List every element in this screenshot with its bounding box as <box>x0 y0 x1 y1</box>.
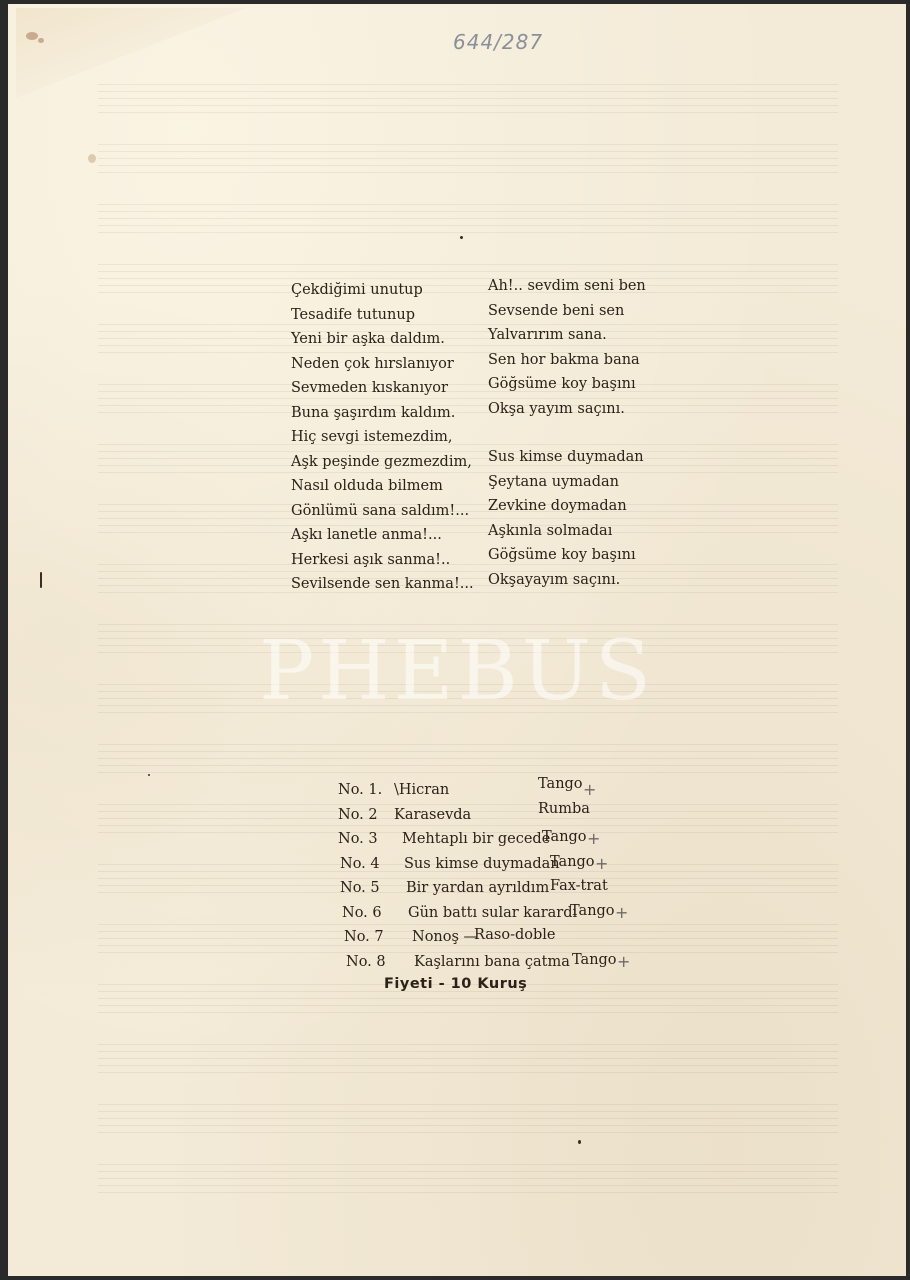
lyric-line: Sus kimse duymadan <box>488 449 644 465</box>
stain-spot <box>88 154 96 163</box>
lyrics-right-column <box>488 274 646 592</box>
phebus-watermark: PHEBUS <box>258 624 656 719</box>
handwritten-tick-mark: + <box>583 780 597 799</box>
song-list-item <box>338 800 658 832</box>
song-title: Karasevda <box>394 806 472 823</box>
lyrics-left-column <box>291 278 474 597</box>
lyric-line: Sen hor bakma bana <box>488 351 640 368</box>
song-title: Kaşlarını bana çatma <box>414 953 570 970</box>
song-title: Gün battı sular karardı <box>408 904 578 921</box>
lyric-line: Herkesi aşık sanma!.. <box>291 551 451 568</box>
lyric-line: Yeni bir aşka daldım. <box>291 331 445 347</box>
lyric-line: Sevsende beni sen <box>488 302 625 319</box>
faint-staff <box>98 1104 838 1136</box>
song-number: No. 5 <box>340 880 380 896</box>
ink-speck <box>578 1140 581 1144</box>
faint-staff <box>98 84 838 116</box>
song-title: Sus kimse duymadan <box>404 855 560 872</box>
faint-staff <box>98 204 838 236</box>
sheet-music-back-page <box>8 4 906 1276</box>
stanza-gap <box>488 421 646 445</box>
song-genre: Rumba <box>538 800 590 817</box>
lyric-line: Zevkine doymadan <box>488 498 627 514</box>
song-number: No. 3 <box>338 831 378 847</box>
faint-staff <box>98 144 838 176</box>
lyric-line: Göğsüme koy başını <box>488 547 636 563</box>
faint-staff <box>98 1164 838 1196</box>
lyric-line: Ah!.. sevdim seni ben <box>488 278 646 294</box>
song-list <box>338 776 658 978</box>
song-list-item <box>344 929 664 954</box>
song-number: No. 7 <box>344 929 384 945</box>
lyric-line: Tesadife tutunup <box>291 306 415 323</box>
lyric-line: Yalvarırım sana. <box>488 327 607 343</box>
song-number: No. 6 <box>342 904 382 921</box>
song-genre: Tango <box>572 951 617 968</box>
song-number: No. 4 <box>340 855 380 872</box>
handwritten-tick-mark: + <box>587 829 601 848</box>
faint-staff <box>98 744 838 776</box>
handwritten-tick-mark: + <box>595 853 609 873</box>
song-genre: Tango <box>542 829 587 845</box>
song-list-item <box>340 853 660 881</box>
song-list-item <box>338 831 658 856</box>
lyric-line: Okşa yayım saçını. <box>488 400 625 417</box>
lyric-line: Gönlümü sana saldım!... <box>291 502 470 519</box>
song-list-item <box>340 880 660 905</box>
faint-staff <box>98 1044 838 1076</box>
song-list-item <box>342 902 662 930</box>
song-title: Bir yardan ayrıldım <box>406 880 550 896</box>
lyric-line: Aşkınla solmadaı <box>488 522 613 539</box>
handwritten-catalog-note: 644/287 <box>453 30 544 54</box>
lyric-line: Şeytana uymadan <box>488 473 619 490</box>
song-title: Mehtaplı bir gecede <box>402 831 551 847</box>
lyric-line: Hiç sevgi istemezdim, <box>291 429 453 445</box>
handwritten-tick-mark: + <box>615 902 629 922</box>
handwritten-tick-mark: + <box>617 951 631 971</box>
lyric-line: Sevilsende sen kanma!... <box>291 576 474 592</box>
ink-speck <box>148 774 150 776</box>
lyric-line: Aşk peşinde gezmezdim, <box>291 453 472 470</box>
ink-speck <box>460 236 463 239</box>
song-list-item <box>338 776 658 807</box>
lyric-line: Göğsüme koy başını <box>488 376 636 392</box>
song-list-item <box>346 951 666 979</box>
stain-spot <box>38 38 44 43</box>
song-genre: Fax-trat <box>550 878 608 894</box>
song-genre: Tango <box>550 853 595 870</box>
song-genre: Raso-doble <box>474 927 556 943</box>
song-number: No. 2 <box>338 806 378 823</box>
ink-speck <box>40 572 42 588</box>
song-title: \Hicran <box>394 782 450 798</box>
song-number: No. 1. <box>338 782 383 798</box>
song-number: No. 8 <box>346 953 386 970</box>
song-title: Nonoş — <box>412 929 479 945</box>
lyric-line: Neden çok hırslanıyor <box>291 355 454 372</box>
lyric-line: Nasıl olduda bilmem <box>291 478 443 494</box>
lyric-line: Çekdiğimi unutup <box>291 282 423 298</box>
lyric-line: Sevmeden kıskanıyor <box>291 380 448 396</box>
stain-spot <box>26 32 38 40</box>
lyric-line: Buna şaşırdım kaldım. <box>291 404 456 421</box>
song-genre: Tango <box>570 902 615 919</box>
song-genre: Tango <box>538 776 583 792</box>
lyric-line: Okşayayım saçını. <box>488 571 621 588</box>
price-label: Fiyeti - 10 Kuruş <box>384 976 528 992</box>
lyric-line: Aşkı lanetle anma!... <box>291 527 442 543</box>
